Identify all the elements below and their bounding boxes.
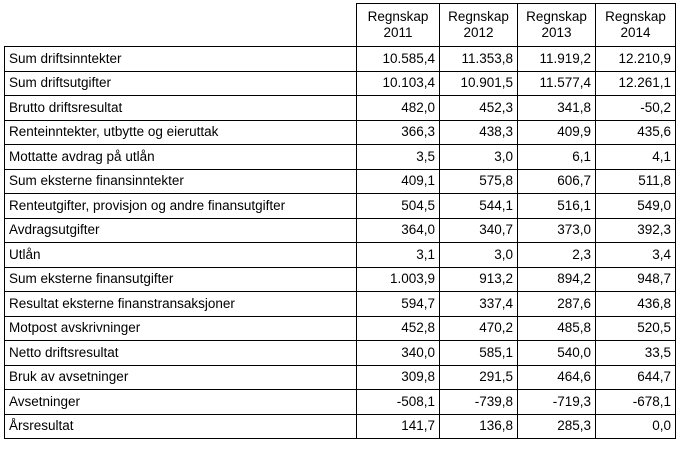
header-label: Regnskap (367, 9, 429, 24)
row-label: Årsresultat (5, 414, 357, 439)
row-label: Netto driftsresultat (5, 341, 357, 366)
value-cell: 136,8 (440, 414, 518, 439)
value-cell: -719,3 (518, 390, 596, 415)
value-cell: 0,0 (596, 414, 676, 439)
value-cell: 511,8 (596, 169, 676, 194)
value-cell: 482,0 (357, 96, 440, 121)
value-cell: 452,8 (357, 316, 440, 341)
value-cell: 464,6 (518, 365, 596, 390)
table-row (5, 169, 676, 194)
value-cell: 913,2 (440, 267, 518, 292)
value-cell: 4,1 (596, 145, 676, 170)
header-year: 2011 (383, 25, 413, 40)
value-cell: 3,0 (440, 145, 518, 170)
value-cell: 373,0 (518, 218, 596, 243)
value-cell: 11.577,4 (518, 71, 596, 96)
value-cell: -508,1 (357, 390, 440, 415)
row-label: Motpost avskrivninger (5, 316, 357, 341)
value-cell: 3,0 (440, 243, 518, 268)
value-cell: 291,5 (440, 365, 518, 390)
value-cell: 3,4 (596, 243, 676, 268)
row-label: Sum eksterne finansinntekter (5, 169, 357, 194)
value-cell: 409,1 (357, 169, 440, 194)
table-row (5, 267, 676, 292)
value-cell: 516,1 (518, 194, 596, 219)
row-label: Brutto driftsresultat (5, 96, 357, 121)
value-cell: 520,5 (596, 316, 676, 341)
row-label: Renteutgifter, provisjon og andre finansutgifter (5, 194, 357, 219)
value-cell: 644,7 (596, 365, 676, 390)
value-cell: 435,6 (596, 120, 676, 145)
table-row (5, 341, 676, 366)
value-cell: -678,1 (596, 390, 676, 415)
value-cell: 392,3 (596, 218, 676, 243)
table-row (5, 316, 676, 341)
value-cell: 340,7 (440, 218, 518, 243)
table-row (5, 194, 676, 219)
row-label: Renteinntekter, utbytte og eieruttak (5, 120, 357, 145)
table-row (5, 218, 676, 243)
financial-summary-table (4, 3, 676, 439)
value-cell: 6,1 (518, 145, 596, 170)
header-year: 2014 (620, 25, 651, 40)
row-label: Utlån (5, 243, 357, 268)
value-cell: 504,5 (357, 194, 440, 219)
value-cell: -50,2 (596, 96, 676, 121)
value-cell: 3,5 (357, 145, 440, 170)
header-cell-2011 (357, 4, 440, 47)
table-row (5, 414, 676, 439)
value-cell: 948,7 (596, 267, 676, 292)
value-cell: 12.261,1 (596, 71, 676, 96)
value-cell: 540,0 (518, 341, 596, 366)
table-body (5, 47, 676, 439)
value-cell: 11.353,8 (440, 47, 518, 72)
table-row (5, 145, 676, 170)
value-cell: 585,1 (440, 341, 518, 366)
row-label: Avsetninger (5, 390, 357, 415)
row-label: Mottatte avdrag på utlån (5, 145, 357, 170)
value-cell: 409,9 (518, 120, 596, 145)
value-cell: 11.919,2 (518, 47, 596, 72)
header-cell-2013 (518, 4, 596, 47)
value-cell: 287,6 (518, 292, 596, 317)
table-header (5, 4, 676, 47)
value-cell: 3,1 (357, 243, 440, 268)
value-cell: 309,8 (357, 365, 440, 390)
row-label: Sum driftsinntekter (5, 47, 357, 72)
value-cell: 141,7 (357, 414, 440, 439)
value-cell: 594,7 (357, 292, 440, 317)
value-cell: 549,0 (596, 194, 676, 219)
table-row (5, 47, 676, 72)
header-row (5, 4, 676, 47)
header-cell-2012 (440, 4, 518, 47)
header-label: Regnskap (526, 9, 587, 24)
value-cell: 485,8 (518, 316, 596, 341)
value-cell: 1.003,9 (357, 267, 440, 292)
header-label: Regnskap (448, 9, 509, 24)
row-label: Resultat eksterne finanstransaksjoner (5, 292, 357, 317)
header-blank-cell (5, 4, 357, 47)
value-cell: 33,5 (596, 341, 676, 366)
value-cell: 285,3 (518, 414, 596, 439)
header-year: 2012 (463, 25, 494, 40)
value-cell: 337,4 (440, 292, 518, 317)
value-cell: 544,1 (440, 194, 518, 219)
header-cell-2014 (596, 4, 676, 47)
row-label: Sum driftsutgifter (5, 71, 357, 96)
value-cell: -739,8 (440, 390, 518, 415)
value-cell: 894,2 (518, 267, 596, 292)
value-cell: 341,8 (518, 96, 596, 121)
table-row (5, 365, 676, 390)
value-cell: 12.210,9 (596, 47, 676, 72)
value-cell: 366,3 (357, 120, 440, 145)
row-label: Bruk av avsetninger (5, 365, 357, 390)
value-cell: 436,8 (596, 292, 676, 317)
table-row (5, 96, 676, 121)
row-label: Avdragsutgifter (5, 218, 357, 243)
value-cell: 10.585,4 (357, 47, 440, 72)
row-label: Sum eksterne finansutgifter (5, 267, 357, 292)
header-label: Regnskap (605, 9, 666, 24)
header-year: 2013 (541, 25, 572, 40)
value-cell: 452,3 (440, 96, 518, 121)
table-row (5, 71, 676, 96)
value-cell: 10.103,4 (357, 71, 440, 96)
value-cell: 606,7 (518, 169, 596, 194)
value-cell: 2,3 (518, 243, 596, 268)
value-cell: 438,3 (440, 120, 518, 145)
table-row (5, 120, 676, 145)
table-row (5, 243, 676, 268)
value-cell: 364,0 (357, 218, 440, 243)
value-cell: 340,0 (357, 341, 440, 366)
value-cell: 470,2 (440, 316, 518, 341)
table-row (5, 390, 676, 415)
value-cell: 10.901,5 (440, 71, 518, 96)
value-cell: 575,8 (440, 169, 518, 194)
table-row (5, 292, 676, 317)
